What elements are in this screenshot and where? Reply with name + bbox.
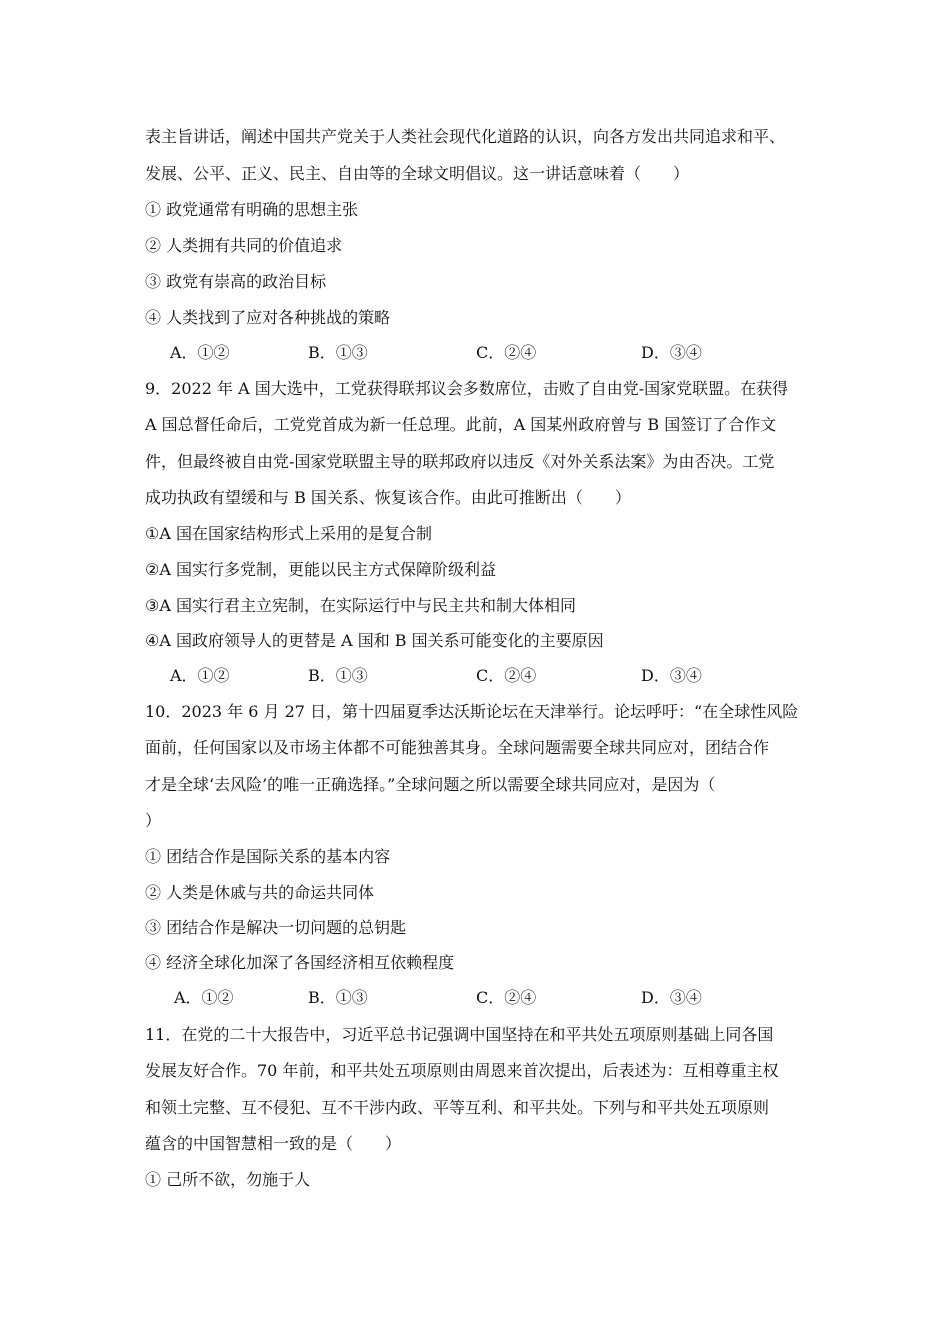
q9-item-2: ②A 国实行多党制，更能以民主方式保障阶级利益 <box>145 560 496 579</box>
q8-options <box>145 342 815 364</box>
q10-item-4: ④ 经济全球化加深了各国经济相互依赖程度 <box>145 953 455 972</box>
q8-stem-line-2: 发展、公平、正义、民主、自由等的全球文明倡议。这一讲话意味着（ ） <box>145 164 690 183</box>
q9-item-3: ③A 国实行君主立宪制，在实际运行中与民主共和制大体相同 <box>145 596 576 615</box>
q11-item-1: ① 己所不欲，勿施于人 <box>145 1170 311 1189</box>
q9-option-b[interactable]: B．①③ <box>308 666 368 685</box>
q10-options <box>145 987 815 1009</box>
q11-stem-line-1: 11．在党的二十大报告中，习近平总书记强调中国坚持在和平共处五项原则基础上同各国 <box>145 1025 774 1044</box>
q8-option-d[interactable]: D．③④ <box>641 343 702 362</box>
q10-option-c[interactable]: C．②④ <box>476 988 537 1007</box>
q9-option-c[interactable]: C．②④ <box>476 666 537 685</box>
q11-stem-line-4: 蕴含的中国智慧相一致的是（ ） <box>145 1134 402 1153</box>
q8-option-b[interactable]: B．①③ <box>308 343 368 362</box>
q9-options <box>145 665 815 687</box>
q10-option-b[interactable]: B．①③ <box>308 988 368 1007</box>
q8-option-a[interactable]: A．①② <box>170 343 230 362</box>
q10-item-3: ③ 团结合作是解决一切问题的总钥匙 <box>145 918 407 937</box>
q8-option-c[interactable]: C．②④ <box>476 343 537 362</box>
q9-stem-line-2: A 国总督任命后，工党党首成为新一任总理。此前，A 国某州政府曾与 B 国签订了合作文 <box>145 415 777 434</box>
q8-item-4: ④ 人类找到了应对各种挑战的策略 <box>145 308 391 327</box>
q10-stem-line-4: ） <box>145 811 162 830</box>
q8-item-3: ③ 政党有崇高的政治目标 <box>145 272 327 291</box>
q10-item-1: ① 团结合作是国际关系的基本内容 <box>145 847 391 866</box>
q9-option-d[interactable]: D．③④ <box>641 666 702 685</box>
q9-stem-line-3: 件，但最终被自由党-国家党联盟主导的联邦政府以违反《对外关系法案》为由否决。工党 <box>145 452 775 471</box>
q10-option-a[interactable]: A．①② <box>174 988 234 1007</box>
q11-stem-line-2: 发展友好合作。70 年前，和平共处五项原则由周恩来首次提出，后表述为：互相尊重主权 <box>145 1061 779 1080</box>
q9-option-a[interactable]: A．①② <box>170 666 230 685</box>
q10-stem-line-2: 面前，任何国家以及市场主体都不可能独善其身。全球问题需要全球共同应对，团结合作 <box>145 738 770 757</box>
q9-stem-line-4: 成功执政有望缓和与 B 国关系、恢复该合作。由此可推断出（ ） <box>145 488 631 507</box>
q10-item-2: ② 人类是休戚与共的命运共同体 <box>145 883 375 902</box>
q10-stem-line-3: 才是全球‘去风险’的唯一正确选择。”全球问题之所以需要全球共同应对，是因为（ <box>145 775 716 794</box>
q11-stem-line-3: 和领土完整、互不侵犯、互不干涉内政、平等互利、和平共处。下列与和平共处五项原则 <box>145 1098 770 1117</box>
q10-option-d[interactable]: D．③④ <box>641 988 702 1007</box>
q9-item-1: ①A 国在国家结构形式上采用的是复合制 <box>145 524 432 543</box>
q8-item-1: ① 政党通常有明确的思想主张 <box>145 200 359 219</box>
q9-stem-line-1: 9．2022 年 A 国大选中，工党获得联邦议会多数席位，击败了自由党-国家党联盟。在获得 <box>145 379 789 398</box>
q9-item-4: ④A 国政府领导人的更替是 A 国和 B 国关系可能变化的主要原因 <box>145 631 604 650</box>
q10-stem-line-1: 10．2023 年 6 月 27 日，第十四届夏季达沃斯论坛在天津举行。论坛呼吁：“在全球性风险 <box>145 702 799 721</box>
q8-item-2: ② 人类拥有共同的价值追求 <box>145 236 343 255</box>
q8-stem-line-1: 表主旨讲话，阐述中国共产党关于人类社会现代化道路的认识，向各方发出共同追求和平、 <box>145 127 786 146</box>
